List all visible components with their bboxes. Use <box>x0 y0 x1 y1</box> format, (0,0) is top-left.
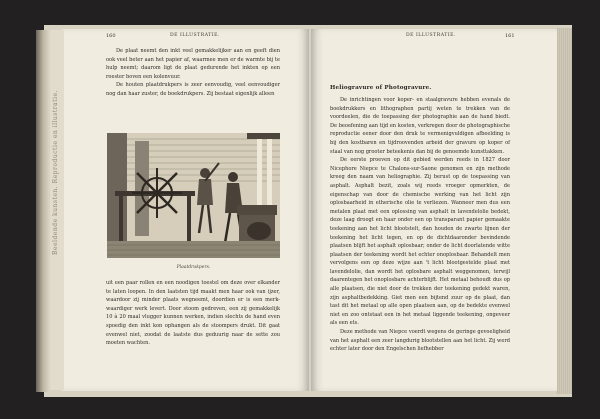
engraving-illustration <box>107 133 280 258</box>
spine-show-through-text: Beeldende kunsten. Reproductie en illustratie. <box>52 90 59 255</box>
show-through-strip <box>50 30 64 390</box>
paragraph: De houten plaatdrukpers is zeer eenvoudig, veel eenvoudiger nog dan haar zuster, de boekdrukpers. Zij bestaat eigenlijk alleen <box>106 82 280 97</box>
figure-caption: Plaatdrukpers. <box>176 265 211 270</box>
section-title: Heliogravure of Photogravure. <box>330 85 432 91</box>
paragraph: De plaat neemt den inkt veel gemakkelijker aan en geeft dien ook veel beter aan het papier af, waarmee men er de warmte bij te hulp neemt; daarom ligt de plaat gedurende het inkten op een roester boven een kolenvuur. <box>106 48 280 80</box>
paragraph: De inrichtingen voor koper- en staalgravure hebben evenals de boekdrukkers en lithographen partij weten te trekken van de voordeelen, die de toepassing der photographie aan de hand biedt. De beoefening aan tijd en kosten, verkregen door de photographische reproductie eener door den druk te vermenigvuldigen afbeelding is bij den kostbaren en tijdroovenden arbeid der gravure op koper of staal van nog grooter beteekenis dan bij de genoemde kunsttakken. <box>330 97 510 155</box>
left-page-number: 160 <box>106 33 116 39</box>
right-text <box>330 96 510 354</box>
book-spine-edge <box>36 30 48 392</box>
paragraph: De eerste proeven op dit gebied werden reeds in 1827 door Nicephore Niepce te Chalons-sur-Saone genomen en zijn methode kreeg den naam van heliographie. Zij berust op de toepassing van asphalt. Asphalt bezit, zoals wij reeds vroeger opmerkten, de eigenschap van door de chemische werking van het licht zijn oplosbaarheid in etherische olie te verliezen. Wanneer men dus een metalen plaat met een oplossing van asphalt in lavendelolie bedekt, deze laag droogt en haar onder een op transparant papier gemaakte teekening aan het licht blootstelt, dan houden de zwarte lijnen der teekening het licht tegen, en op de dichtdaaronder bevindende plaatsen blijft het asphalt oplosbaar; onder de licht doorlatende witte plaatsen der teekening wordt het echter onoplosbaar. Behandelt men vervolgens een op deze wijze aan 't licht blootgestelde plaat met lavendelolie, dan wordt het oplosbare asphalt weggenomen, terwijl daarentegen het onoplosbare achterblijft. Het metaal behoudt dus op alle plaatsen, die niet door de trekken der teekening gedekt waren, zijn asphaltbedekking. Giet men een bijtend zuur op de plaat, dan tast dit het metaal op alle open plaatsen aan, op de bedekte evenwel niet en zoo ontstaat een in het metaal liggende teekening, ongeveer als een ets. <box>330 157 510 327</box>
left-text-bottom <box>106 279 280 348</box>
page-edges <box>556 28 572 394</box>
right-page-number: 161 <box>505 33 515 39</box>
right-running-head: DE ILLUSTRATIE. <box>406 33 456 38</box>
left-text-top <box>106 47 280 99</box>
paragraph: Deze methode van Niepce voerdt wegens de geringe gevoeligheid van het asphalt een zeer langdurig blootstellen aan het licht. Zij werd echter later door den Engelschen liefhebber <box>330 329 510 353</box>
left-running-head: DE ILLUSTRATIE. <box>170 33 220 38</box>
paragraph: uit een paar rollen en een noodigen toestel om deze over elkander te laten loopen. In den laatsten tijd maakt men haar ook van ijzer, waardoor zij minder plaats wegneemt, doordien er is een merk-waardiger werk levert. Door stoom gedreven, een zij gemakkelijk 10 à 20 maal vlugger kunnen werken, indien slechts de hand even spoedig den inkt kon ophangen als de stoompers drukt. Dit gaat evenwel niet, zoodat de laatste dus geduurig naar de sette zou moeten wachten. <box>106 280 280 347</box>
printing-press-engraving <box>107 133 280 258</box>
